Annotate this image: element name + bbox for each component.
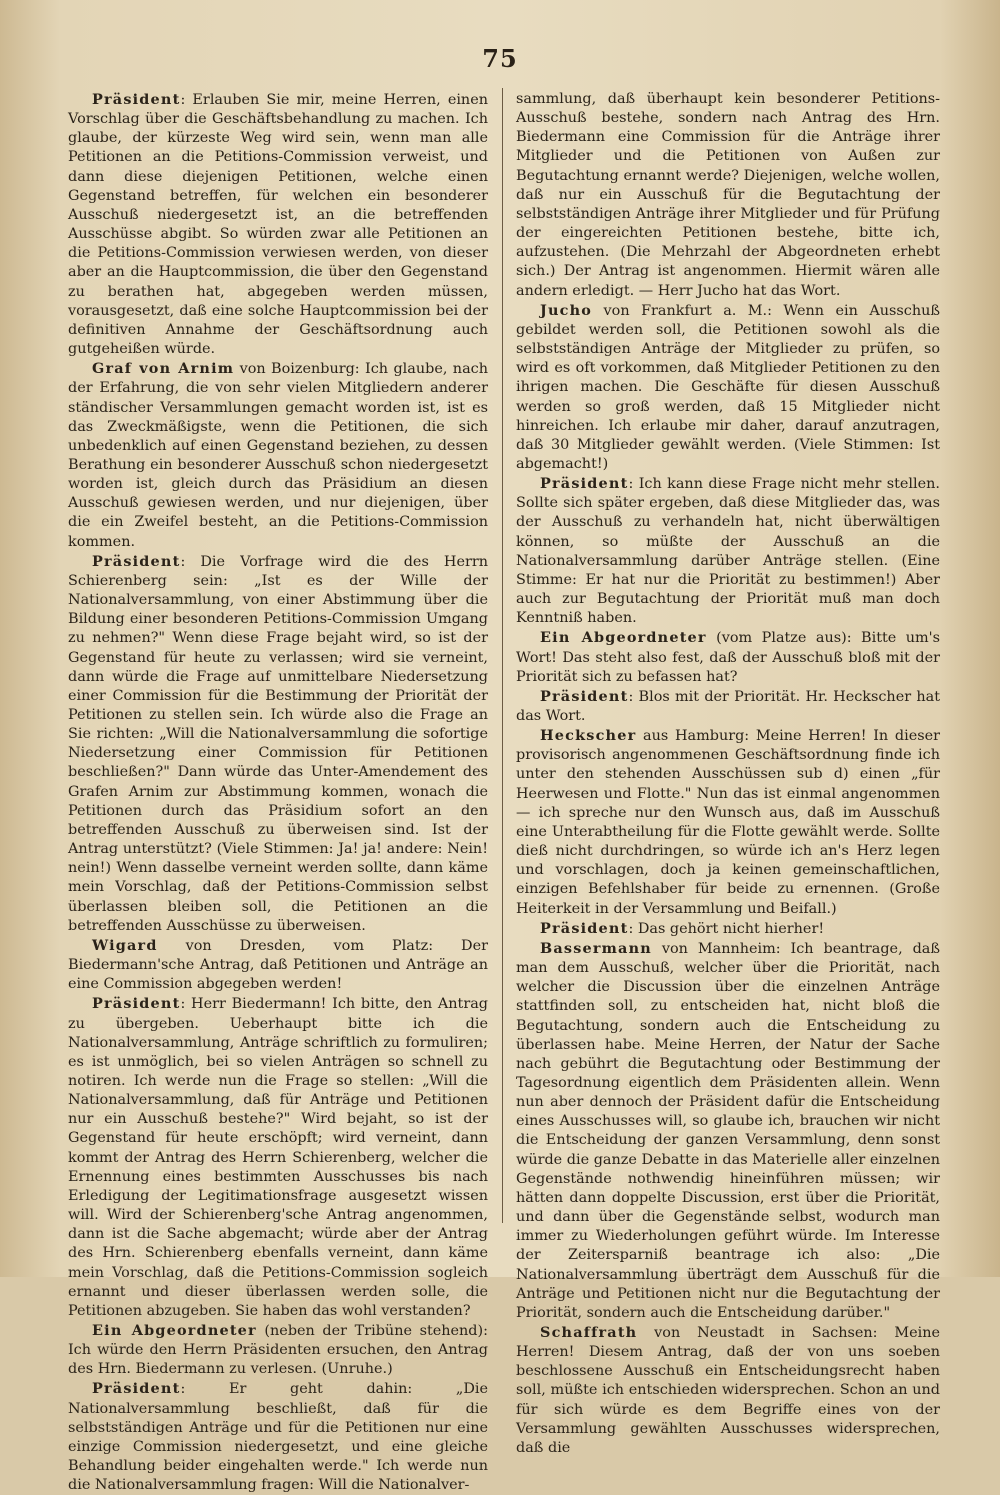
speaker-name: Präsident — [540, 919, 629, 937]
column-divider — [502, 88, 503, 1223]
speech-text: : Blos mit der Priorität. Hr. Heckscher hat das Wort. — [516, 688, 940, 724]
left-column — [68, 90, 488, 1494]
speaker-name: Präsident — [92, 995, 181, 1013]
speech-paragraph — [68, 1321, 488, 1379]
speaker-name: Wigard — [92, 936, 158, 954]
speech-paragraph — [516, 687, 940, 726]
speech-paragraph — [516, 939, 940, 1323]
page-number: 75 — [482, 44, 518, 73]
speech-paragraph — [516, 726, 940, 919]
speaker-name: Schaffrath — [540, 1324, 638, 1341]
speaker-name: Graf von Arnim — [92, 360, 235, 378]
speaker-name: Präsident — [92, 91, 181, 108]
speech-text: (neben der Tribüne stehend): Ich würde den Herrn Präsidenten ersuchen, den Antrag des Hrn. Biedermann zu verlesen. (Unruhe.) — [68, 1323, 488, 1378]
speech-text: : Erlauben Sie mir, meine Herren, einen Vorschlag über die Geschäftsbehandlung zu machen. Ich glaube, der kürzeste Weg wird sein, wenn man alle Petitionen an die Petitions-Commission verweist, und dann diese diejenigen Petitionen, welche einen Gegenstand betreffen, für welchen ein besonderer Ausschuß niedergesetzt ist, an die betreffenden Ausschüsse abgibt. So würden zwar alle Petitionen an die Petitions-Commission verwiesen werden, von dieser aber an die Hauptcommission, die über den Gegenstand zu berathen hat, abgegeben werden müssen, vorausgesetzt, daß eine solche Hauptcommission bei der definitiven Annahme der Geschäftsordnung auch gutgeheißen würde. — [68, 92, 488, 358]
speech-paragraph — [68, 90, 488, 359]
speaker-name: Ein Abgeordneter — [92, 1322, 257, 1339]
speech-text: von Neustadt in Sachsen: Meine Herren! Diesem Antrag, daß der von uns soeben beschlossene Ausschuß ein Entscheidungsrecht haben soll, müßte ich entschieden widersprechen. Schon an und für sich würde es dem Begriffe eines von der Versammlung gewählten Ausschusses widersprechen, daß die — [516, 1325, 940, 1456]
speech-paragraph — [516, 474, 940, 628]
speech-text: : Er geht dahin: „Die Nationalversammlung beschließt, daß für die selbstständigen Anträge und für die Petitionen nur eine einzige Commission niedergesetzt, und eine gleiche Behandlung beider eingehalten werde." Ich werde nun die Nationalversammlung fragen: Will die Nationalver- — [68, 1381, 488, 1494]
speech-text: sammlung, daß überhaupt kein besonderer Petitions-Ausschuß bestehe, sondern nach Antrag des Hrn. Biedermann eine Commission für die Anträge ihrer Mitglieder und die Petitionen von Außen zur Begutachtung ernannt werde? Diejenigen, welche wollen, daß nur ein Ausschuß für die Begutachtung der selbstständigen Anträge ihrer Mitglieder und für Prüfung der eingereichten Petitionen bestehe, bitte ich, aufzustehen. (Die Mehrzahl der Abgeordneten erhebt sich.) Der Antrag ist angenommen. Hiermit wären alle andern erledigt. — Herr Jucho hat das Wort. — [516, 91, 940, 299]
speaker-name: Präsident — [540, 475, 629, 493]
speech-text: : Ich kann diese Frage nicht mehr stellen. Sollte sich später ergeben, daß diese Mitglieder das, was der Ausschuß zu verhandeln hat, nicht überwältigen können, so müßte der Ausschuß an die Nationalversammlung darüber Anträge stellen. (Eine Stimme: Er hat nur die Priorität zu bestimmen!) Aber auch zur Begutachtung der Priorität muß man doch Kenntniß haben. — [516, 476, 940, 627]
speech-paragraph — [68, 936, 488, 994]
speech-paragraph — [516, 301, 940, 474]
speaker-name: Ein Abgeordneter — [540, 629, 707, 647]
speech-text: : Die Vorfrage wird die des Herrn Schierenberg sein: „Ist es der Wille der Nationalversammlung, von einer Abstimmung über die Bildung einer besonderen Petitions-Commission Umgang zu nehmen?" Wenn diese Frage bejaht wird, so ist der Gegenstand für heute zu verlassen; wird sie verneint, dann würde die Frage auf unmittelbare Niedersetzung einer Commission für die Bestimmung der Priorität der Petitionen zu stellen sein. Ich würde also die Frage an Sie richten: „Will die Nationalversammlung die sofortige Niedersetzung einer Commission für Petitionen beschließen?" Dann würde das Unter-Amendement des Grafen Arnim zur Abstimmung kommen, wonach die Petitionen durch das Präsidium sofort an den betreffenden Ausschuß zu überweisen sind. Ist der Antrag unterstützt? (Viele Stimmen: Ja! ja! andere: Nein! nein!) Wenn dasselbe verneint werden sollte, dann käme mein Vorschlag, daß der Petitions-Commission selbst überlassen bleiben soll, die Petitionen an die betreffenden Ausschüsse zu überweisen. — [68, 553, 488, 934]
speaker-name: Jucho — [540, 301, 593, 319]
speaker-name: Präsident — [92, 552, 181, 570]
speech-paragraph — [68, 1379, 488, 1495]
speech-paragraph — [68, 552, 488, 936]
speech-paragraph — [516, 628, 940, 686]
speech-paragraph — [68, 359, 488, 552]
speech-text: : Herr Biedermann! Ich bitte, den Antrag zu übergeben. Ueberhaupt bitte ich die Nationalversammlung, Anträge schriftlich zu formuliren; es ist unmöglich, bei so vielen Anträgen so schnell zu notiren. Ich werde nun die Frage so stellen: „Will die Nationalversammlung, daß für Anträge und Petitionen nur ein Ausschuß bestehe?" Wird bejaht, so ist der Gegenstand für heute erschöpft; wird verneint, dann kommt der Antrag des Herrn Schierenberg, welcher die Ernennung eines bestimmten Ausschusses bis nach Erledigung der Legitimationsfrage ausgesetzt wissen will. Wird der Schierenberg'sche Antrag angenommen, dann ist die Sache abgemacht; würde aber der Antrag des Hrn. Schierenberg ebenfalls verneint, dann käme mein Vorschlag, daß die Petitions-Commission sogleich ernannt und dieser überlassen werden solle, die Petitionen abzugeben. Sie haben das wohl verstanden? — [68, 996, 488, 1319]
speaker-name: Präsident — [92, 1380, 181, 1398]
speaker-name: Bassermann — [540, 939, 652, 957]
speech-paragraph — [516, 90, 940, 301]
speaker-name: Präsident — [540, 687, 629, 705]
speech-paragraph — [68, 994, 488, 1321]
speech-text: von Dresden, vom Platz: Der Biedermann'sche Antrag, daß Petitionen und Anträge an eine Commission abgegeben werden! — [68, 937, 488, 993]
speech-text: aus Hamburg: Meine Herren! In dieser provisorisch angenommenen Geschäftsordnung finde ich unter den stehenden Ausschüssen sub d) einen „für Heerwesen und Flotte." Nun das ist einmal angenommen — ich spreche nur den Wunsch aus, daß im Ausschuß eine Unterabtheilung für die Flotte gewählt werde. Sollte dieß nicht durchdringen, so würde ich an's Herz legen und vorschlagen, doch ja keinen gemeinschaftlichen, einzigen Befehlshaber für beide zu ernennen. (Große Heiterkeit in der Versammlung und Beifall.) — [516, 728, 940, 917]
speech-text: von Boizenburg: Ich glaube, nach der Erfahrung, die von sehr vielen Mitgliedern anderer ständischer Versammlungen gemacht worden ist, ist es das Zweckmäßigste, wenn die Petitionen, die sich unbedenklich auf einen Gegenstand beziehen, zu dessen Berathung ein besonderer Ausschuß schon niedergesetzt worden ist, gleich durch das Präsidium an diesen Ausschuß gewiesen werden, und nur diejenigen, über die ein Zweifel besteht, an die Petitions-Commission kommen. — [68, 361, 488, 550]
speech-text: (vom Platze aus): Bitte um's Wort! Das steht also fest, daß der Ausschuß bloß mit der Priorität sich zu befassen hat? — [516, 630, 940, 685]
right-column — [516, 90, 940, 1456]
speech-paragraph — [516, 1323, 940, 1458]
speech-paragraph — [516, 919, 940, 939]
speech-text: von Frankfurt a. M.: Wenn ein Ausschuß gebildet werden soll, die Petitionen sowohl als die selbstständigen Anträge der Mitglieder zu prüfen, so wird es oft vorkommen, daß Mitglieder Petitionen zu den ihrigen machen. Die Geschäfte für diesen Ausschuß werden so groß werden, daß 15 Mitglieder nicht hinreichen. Ich erlaube mir daher, darauf anzutragen, daß 30 Mitglieder gewählt werden. (Viele Stimmen: Ist abgemacht!) — [516, 302, 940, 472]
speech-text: : Das gehört nicht hierher! — [628, 920, 825, 937]
speaker-name: Heckscher — [540, 727, 637, 745]
speech-text: von Mannheim: Ich beantrage, daß man dem Ausschuß, welcher über die Priorität, nach welcher die Discussion über die einzelnen Anträge stattfinden soll, zu entscheiden hat, nicht bloß die Begutachtung, sondern auch die Entscheidung zu überlassen habe. Meine Herren, der Natur der Sache nach gebührt die Begutachtung oder Bestimmung der Tagesordnung eigentlich dem Präsidenten allein. Wenn nun aber dennoch der Präsident dafür die Entscheidung eines Ausschusses will, so glaube ich, brauchen wir nicht die Entscheidung der ganzen Versammlung, denn sonst würde die ganze Debatte in das Materielle aller einzelnen Gegenstände nothwendig hineinführen müssen; wir hätten dann doppelte Discussion, erst über die Priorität, und dann über die Gegenstände selbst, wodurch man immer zu Wiederholungen geführt würde. Im Interesse der Zeitersparniß beantrage ich also: „Die Nationalversammlung überträgt dem Ausschuß für die Anträge und Petitionen nicht nur die Begutachtung der Priorität, sondern auch die Entscheidung darüber." — [516, 940, 940, 1321]
